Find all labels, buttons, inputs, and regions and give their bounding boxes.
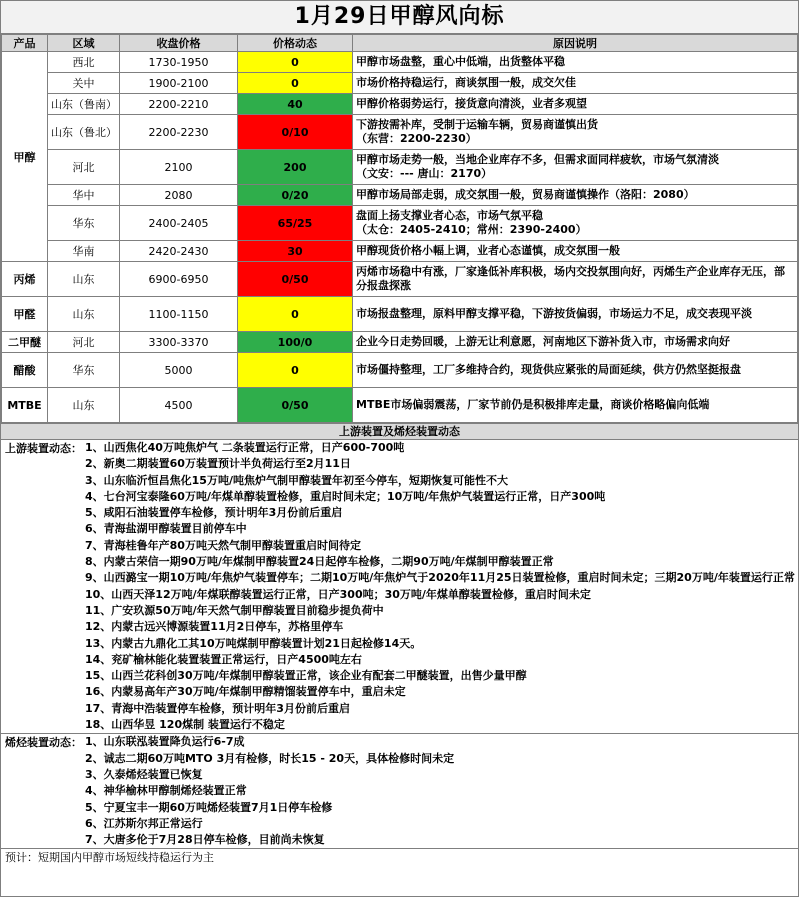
reason-line: 企业今日走势回暖，上游无让利意愿，河南地区下游补货入市，市场需求向好 xyxy=(356,335,730,348)
product-cell: 丙烯 xyxy=(2,262,48,297)
reason-line: 甲醇市场盘整，重心中低端，出货整体平稳 xyxy=(356,55,565,68)
price-cell: 2080 xyxy=(120,185,238,206)
reason-line: （东营：2200-2230） xyxy=(356,132,477,145)
reason-cell xyxy=(353,262,798,297)
change-cell: 200 xyxy=(238,150,353,185)
header-region: 区域 xyxy=(48,35,120,52)
reason-cell xyxy=(353,297,798,332)
upstream-item: 16、内蒙易高年产30万吨/年煤制甲醇精馏装置停车中，重启未定 xyxy=(85,685,406,699)
reason-cell xyxy=(353,150,798,185)
olefin-block xyxy=(1,733,798,848)
table-body xyxy=(2,52,798,423)
reason-line: 下游按需补库，受制于运输车辆，贸易商谨慎出货 xyxy=(356,118,598,131)
table-row xyxy=(2,94,798,115)
reason-line: 甲醇现货价格小幅上调，业者心态谨慎，成交氛围一般 xyxy=(356,244,620,257)
price-cell: 1100-1150 xyxy=(120,297,238,332)
upstream-item: 9、山西潞宝一期10万吨/年焦炉气装置停车；二期10万吨/年焦炉气于2020年11月25日装置检修，重启时间未定；三期20万吨/年装置运行正常 xyxy=(85,571,795,585)
table-row xyxy=(2,262,798,297)
upstream-label: 上游装置动态： xyxy=(5,442,82,455)
section-title: 上游装置及烯烃装置动态 xyxy=(1,423,798,440)
change-cell: 0/20 xyxy=(238,185,353,206)
table-row xyxy=(2,115,798,150)
upstream-item: 6、青海盐湖甲醇装置目前停车中 xyxy=(85,522,247,536)
upstream-item: 8、内蒙古荣信一期90万吨/年煤制甲醇装置24日起停车检修，二期90万吨/年煤制甲醇装置正常 xyxy=(85,555,554,569)
upstream-item: 11、广安玖源50万吨/年天然气制甲醇装置目前稳步提负荷中 xyxy=(85,603,384,617)
upstream-block xyxy=(1,440,798,733)
upstream-item: 2、新奥二期装置60万装置预计半负荷运行至2月11日 xyxy=(85,457,351,471)
upstream-item: 15、山西兰花科创30万吨/年煤制甲醇装置正常，该企业有配套二甲醚装置，出售少量甲醇 xyxy=(85,669,527,683)
header-price: 收盘价格 xyxy=(120,35,238,52)
olefin-label: 烯烃装置动态： xyxy=(5,736,82,750)
region-cell: 河北 xyxy=(48,332,120,353)
table-row xyxy=(2,150,798,185)
change-cell: 0 xyxy=(238,297,353,332)
olefin-item: 4、神华榆林甲醇制烯烃装置正常 xyxy=(85,784,247,798)
price-cell: 2100 xyxy=(120,150,238,185)
olefin-item: 6、江苏斯尔邦正常运行 xyxy=(85,816,203,830)
region-cell: 华中 xyxy=(48,185,120,206)
olefin-item: 7、大唐多伦于7月28日停车检修，目前尚未恢复 xyxy=(85,833,325,847)
reason-line: MTBE市场偏弱震荡，厂家节前仍是积极排库走量，商谈价格略偏向低端 xyxy=(356,398,710,411)
reason-cell xyxy=(353,73,798,94)
reason-line: 丙烯市场稳中有涨，厂家逢低补库积极，场内交投氛围向好，丙烯生产企业库存无压，部分报盘探涨 xyxy=(356,265,785,292)
forecast-text: 预计：短期国内甲醇市场短线持稳运行为主 xyxy=(1,848,798,867)
reason-line: 市场僵持整理，工厂多维持合约，现货供应紧张的局面延续，供方仍然坚挺报盘 xyxy=(356,363,741,376)
price-cell: 4500 xyxy=(120,388,238,423)
table-row xyxy=(2,353,798,388)
reason-cell xyxy=(353,115,798,150)
product-cell: 甲醛 xyxy=(2,297,48,332)
olefin-item: 5、宁夏宝丰一期60万吨烯烃装置7月1日停车检修 xyxy=(85,800,333,814)
region-cell: 华东 xyxy=(48,206,120,241)
price-cell: 6900-6950 xyxy=(120,262,238,297)
upstream-item: 3、山东临沂恒昌焦化15万吨/吨焦炉气制甲醇装置年初至今停车，短期恢复可能性不大 xyxy=(85,473,508,487)
change-cell: 100/0 xyxy=(238,332,353,353)
table-row xyxy=(2,73,798,94)
table-row xyxy=(2,297,798,332)
reason-cell xyxy=(353,185,798,206)
upstream-item: 1、山西焦化40万吨焦炉气 二条装置运行正常，日产600-700吨 xyxy=(85,441,405,454)
region-cell: 华南 xyxy=(48,241,120,262)
reason-line: （太仓：2405-2410；常州：2390-2400） xyxy=(356,223,587,236)
product-cell: 醋酸 xyxy=(2,353,48,388)
upstream-item: 10、山西天泽12万吨/年煤联醇装置运行正常，日产300吨；30万吨/年煤单醇装置检修，重启时间未定 xyxy=(85,587,591,601)
change-cell: 0 xyxy=(238,353,353,388)
table-header-row xyxy=(2,35,798,52)
olefin-item: 3、久泰烯烃装置已恢复 xyxy=(85,767,203,781)
price-cell: 1900-2100 xyxy=(120,73,238,94)
product-cell: 二甲醚 xyxy=(2,332,48,353)
reason-line: 甲醇价格弱势运行，接货意向清淡，业者多观望 xyxy=(356,97,587,110)
upstream-item: 12、内蒙古远兴博源装置11月2日停车，苏格里停车 xyxy=(85,620,344,634)
table-row xyxy=(2,332,798,353)
price-cell: 2420-2430 xyxy=(120,241,238,262)
change-cell: 0/10 xyxy=(238,115,353,150)
upstream-item: 14、兖矿榆林能化装置装置正常运行，日产4500吨左右 xyxy=(85,652,362,666)
region-cell: 山东（鲁南） xyxy=(48,94,120,115)
price-cell: 2400-2405 xyxy=(120,206,238,241)
table-row xyxy=(2,206,798,241)
reason-cell xyxy=(353,52,798,73)
upstream-item: 4、七台河宝泰隆60万吨/年煤单醇装置检修，重启时间未定；10万吨/年焦炉气装置运行正常，日产300吨 xyxy=(85,489,606,503)
reason-cell xyxy=(353,388,798,423)
region-cell: 河北 xyxy=(48,150,120,185)
table-row xyxy=(2,52,798,73)
price-cell: 5000 xyxy=(120,353,238,388)
upstream-item: 18、山西华昱 120煤制 装置运行不稳定 xyxy=(85,718,285,732)
header-product: 产品 xyxy=(2,35,48,52)
region-cell: 华东 xyxy=(48,353,120,388)
change-cell: 65/25 xyxy=(238,206,353,241)
reason-line: （文安：--- 唐山：2170） xyxy=(356,167,493,180)
change-cell: 0 xyxy=(238,73,353,94)
reason-line: 甲醇市场走势一般，当地企业库存不多，但需求面同样疲软，市场气氛清淡 xyxy=(356,153,719,166)
price-table xyxy=(1,34,798,423)
reason-cell xyxy=(353,241,798,262)
table-row xyxy=(2,241,798,262)
reason-cell xyxy=(353,353,798,388)
table-row xyxy=(2,185,798,206)
olefin-item: 1、山东联泓装置降负运行6-7成 xyxy=(85,735,245,749)
change-cell: 40 xyxy=(238,94,353,115)
price-cell: 3300-3370 xyxy=(120,332,238,353)
reason-cell xyxy=(353,332,798,353)
reason-line: 盘面上扬支撑业者心态，市场气氛平稳 xyxy=(356,209,543,222)
change-cell: 0 xyxy=(238,52,353,73)
reason-cell xyxy=(353,206,798,241)
change-cell: 0/50 xyxy=(238,388,353,423)
upstream-item: 5、咸阳石油装置停车检修，预计明年3月份前后重启 xyxy=(85,506,343,520)
upstream-item: 17、青海中浩装置停车检修，预计明年3月份前后重启 xyxy=(85,701,350,715)
product-cell: 甲醇 xyxy=(2,52,48,262)
region-cell: 关中 xyxy=(48,73,120,94)
upstream-item: 7、青海桂鲁年产80万吨天然气制甲醇装置重启时间待定 xyxy=(85,538,361,552)
reason-line: 市场报盘整理，原料甲醇支撑平稳，下游按货偏弱，市场运力不足，成交表现平淡 xyxy=(356,307,752,320)
price-cell: 2200-2210 xyxy=(120,94,238,115)
region-cell: 西北 xyxy=(48,52,120,73)
reason-line: 甲醇市场局部走弱，成交氛围一般，贸易商谨慎操作（洛阳：2080） xyxy=(356,188,695,201)
reason-cell xyxy=(353,94,798,115)
change-cell: 0/50 xyxy=(238,262,353,297)
header-change: 价格动态 xyxy=(238,35,353,52)
region-cell: 山东 xyxy=(48,262,120,297)
price-cell: 2200-2230 xyxy=(120,115,238,150)
change-cell: 30 xyxy=(238,241,353,262)
region-cell: 山东 xyxy=(48,388,120,423)
region-cell: 山东 xyxy=(48,297,120,332)
reason-line: 市场价格持稳运行，商谈氛围一般，成交欠佳 xyxy=(356,76,576,89)
price-cell: 1730-1950 xyxy=(120,52,238,73)
product-cell: MTBE xyxy=(2,388,48,423)
upstream-item: 13、内蒙古九鼎化工其10万吨煤制甲醇装置计划21日起检修14天。 xyxy=(85,636,422,650)
header-reason: 原因说明 xyxy=(353,35,798,52)
page-title: 1月29日甲醇风向标 xyxy=(1,1,798,34)
table-row xyxy=(2,388,798,423)
region-cell: 山东（鲁北） xyxy=(48,115,120,150)
olefin-item: 2、诚志二期60万吨MTO 3月有检修，时长15 - 20天，具体检修时间未定 xyxy=(85,751,455,765)
